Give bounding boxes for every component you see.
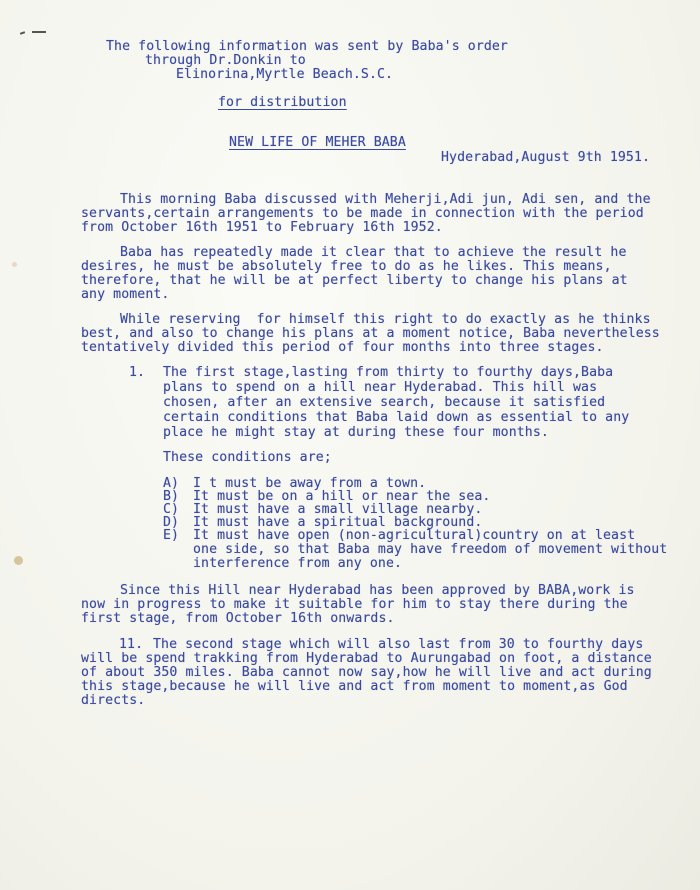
header-line-3: Elinorina,Myrtle Beach.S.C.: [176, 67, 394, 82]
header-line-1: The following information was sent by Baba's order: [106, 39, 508, 54]
condition-text: It must have a small village nearby.: [193, 502, 483, 517]
stage-1-line: chosen, after an extensive search, because it satisfied: [163, 395, 606, 410]
stage-2-line: directs.: [81, 693, 146, 708]
paragraph-3-line: tentatively divided this period of four months into three stages.: [81, 340, 604, 355]
margin-tick-mark: [20, 31, 25, 35]
paragraph-2-line: Baba has repeatedly made it clear that to achieve the result he: [120, 245, 627, 260]
condition-e-continued: one side, so that Baba may have freedom of movement without: [193, 542, 668, 557]
header-line-2: through Dr.Donkin to: [145, 53, 306, 68]
stage-1-line: The first stage,lasting from thirty to fourthy days,Baba: [163, 365, 614, 380]
condition-text: It must have open (non-agricultural)country on at least: [193, 528, 636, 543]
condition-letter: D): [163, 515, 180, 530]
stage-1-number: 1.: [129, 365, 146, 380]
stage-1-line: place he might stay at during these four months.: [163, 425, 549, 440]
condition-letter: C): [163, 502, 180, 517]
paragraph-4-line: Since this Hill near Hyderabad has been approved by BABA,work is: [120, 583, 635, 598]
paragraph-1-line: from October 16th 1951 to February 16th 1952.: [81, 220, 443, 235]
document-title: NEW LIFE OF MEHER BABA: [229, 135, 406, 150]
place-date: Hyderabad,August 9th 1951.: [441, 150, 651, 165]
condition-text: I t must be away from a town.: [193, 476, 427, 491]
paragraph-4-line: now in progress to make it suitable for him to stay there during the: [81, 597, 628, 612]
paragraph-3-line: best, and also to change his plans at a moment notice, Baba nevertheless: [81, 326, 660, 341]
paragraph-2-line: therefore, that he will be at perfect liberty to change his plans at: [81, 273, 628, 288]
condition-text: It must have a spiritual background.: [193, 515, 483, 530]
stage-2-line: The second stage which will also last from 30 to fourthy days: [153, 637, 644, 652]
distribution-note: for distribution: [218, 95, 347, 110]
paragraph-1-line: This morning Baba discussed with Meherji,Adi jun, Adi sen, and the: [120, 192, 651, 207]
condition-letter: B): [163, 489, 180, 504]
condition-e-continued: interference from any one.: [193, 556, 403, 571]
stage-2-line: of about 350 miles. Baba cannot now say,how he will live and act during: [81, 665, 652, 680]
paragraph-4-line: first stage, from October 16th onwards.: [81, 611, 395, 626]
paragraph-2-line: desires, he must be absolutely free to do as he likes. This means,: [81, 259, 612, 274]
paragraph-2-line: any moment.: [81, 287, 170, 302]
condition-letter: A): [163, 476, 180, 491]
paper-stain: [12, 262, 17, 267]
stage-2-line: will be spend trakking from Hyderabad to Aurungabad on foot, a distance: [81, 651, 652, 666]
paper-stain: [14, 556, 23, 565]
conditions-intro: These conditions are;: [163, 450, 332, 465]
paragraph-1-line: servants,certain arrangements to be made in connection with the period: [81, 206, 644, 221]
paragraph-3-line: While reserving for himself this right to do exactly as he thinks: [120, 312, 651, 327]
condition-letter: E): [163, 528, 180, 543]
stage-1-line: certain conditions that Baba laid down as essential to any: [163, 410, 630, 425]
stage-2-line: this stage,because he will live and act from moment to moment,as God: [81, 679, 628, 694]
stage-2-number: 11.: [119, 637, 144, 652]
condition-text: It must be on a hill or near the sea.: [193, 489, 491, 504]
margin-tick-mark: [32, 31, 46, 33]
stage-1-line: plans to spend on a hill near Hyderabad. This hill was: [163, 380, 598, 395]
